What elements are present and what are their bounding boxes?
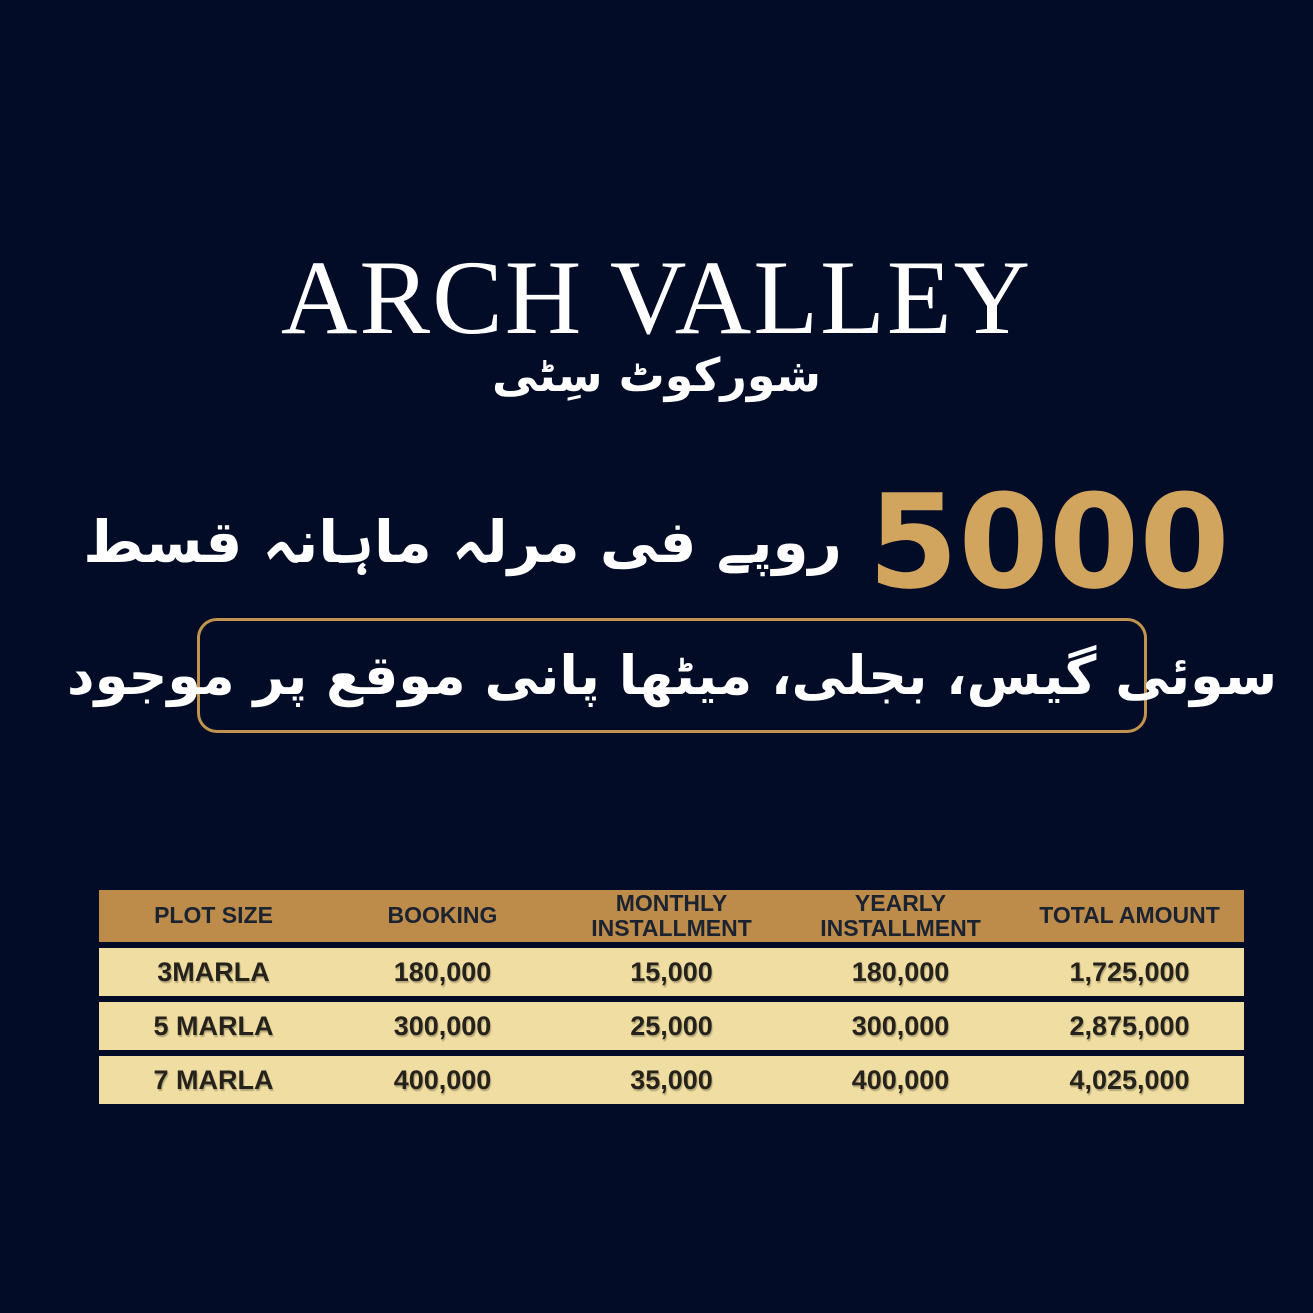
header-cell-monthly-installment: MONTHLY INSTALLMENT bbox=[591, 889, 752, 941]
header-cell-plot-size: PLOT SIZE bbox=[154, 902, 273, 929]
table-row bbox=[99, 948, 1244, 996]
cell-plot-size: 7 MARLA bbox=[153, 1064, 274, 1095]
header-cell-yearly-installment: YEARLY INSTALLMENT bbox=[820, 889, 981, 941]
cell-booking: 400,000 bbox=[393, 1064, 492, 1095]
cell-yearly-installment: 180,000 bbox=[851, 956, 950, 987]
cell-total-amount: 1,725,000 bbox=[1069, 956, 1190, 987]
cell-monthly-installment: 35,000 bbox=[630, 1064, 713, 1095]
cell-monthly-installment: 25,000 bbox=[630, 1010, 713, 1041]
price-amount: 5000 bbox=[867, 466, 1230, 618]
payment-plan-table bbox=[99, 890, 1244, 1104]
header-cell-total-amount: TOTAL AMOUNT bbox=[1039, 902, 1220, 929]
table-row bbox=[99, 1002, 1244, 1050]
cell-monthly-installment: 15,000 bbox=[630, 956, 713, 987]
cell-plot-size: 3MARLA bbox=[157, 956, 270, 987]
price-line bbox=[0, 462, 1313, 622]
table-row bbox=[99, 1056, 1244, 1104]
cell-yearly-installment: 400,000 bbox=[851, 1064, 950, 1095]
cell-total-amount: 2,875,000 bbox=[1069, 1010, 1190, 1041]
features-box bbox=[66, 618, 1278, 733]
brand-title: ARCH VALLEY bbox=[280, 239, 1033, 356]
cell-total-amount: 4,025,000 bbox=[1069, 1064, 1190, 1095]
header-cell-booking: BOOKING bbox=[387, 902, 498, 929]
cell-booking: 300,000 bbox=[393, 1010, 492, 1041]
features-text-urdu: سوئی گیس، بجلی، میٹھا پانی موقع پر موجود bbox=[66, 644, 1278, 707]
cell-yearly-installment: 300,000 bbox=[851, 1010, 950, 1041]
cell-plot-size: 5 MARLA bbox=[153, 1010, 274, 1041]
price-caption-urdu: روپے فی مرلہ ماہانہ قسط bbox=[83, 508, 842, 576]
table-header-row bbox=[99, 890, 1244, 942]
brand-subtitle-urdu: شورکوٹ سِٹی bbox=[492, 348, 821, 402]
cell-booking: 180,000 bbox=[393, 956, 492, 987]
